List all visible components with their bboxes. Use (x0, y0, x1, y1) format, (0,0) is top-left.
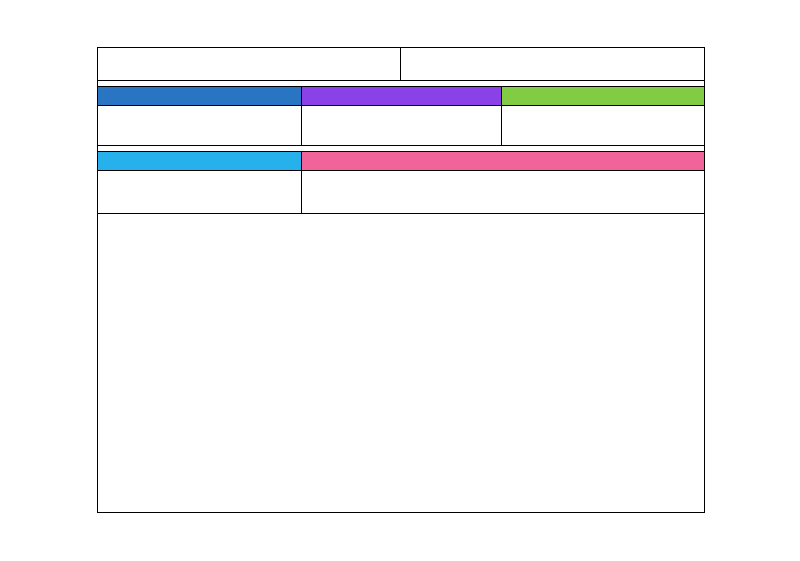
section-bar-row (98, 151, 704, 171)
selection-program-description (302, 106, 502, 146)
header-row (98, 48, 704, 81)
notice-header (302, 151, 704, 171)
section-description-row (98, 171, 704, 214)
category-function-training (98, 86, 302, 106)
category-selection-program (302, 86, 502, 106)
living-services-description (98, 171, 302, 214)
weekday-header-row (98, 215, 704, 234)
function-training-description (98, 106, 302, 146)
notice-text (302, 171, 704, 214)
category-bar-row (98, 86, 704, 106)
living-services-header (98, 151, 302, 171)
organization-name (98, 48, 401, 81)
category-recreation-events (502, 86, 704, 106)
footer-row (98, 492, 704, 512)
schedule-title (401, 48, 704, 81)
category-description-row (98, 106, 704, 146)
footer-organization (98, 492, 704, 512)
program-schedule-sheet (97, 47, 705, 513)
recreation-description (502, 106, 704, 146)
